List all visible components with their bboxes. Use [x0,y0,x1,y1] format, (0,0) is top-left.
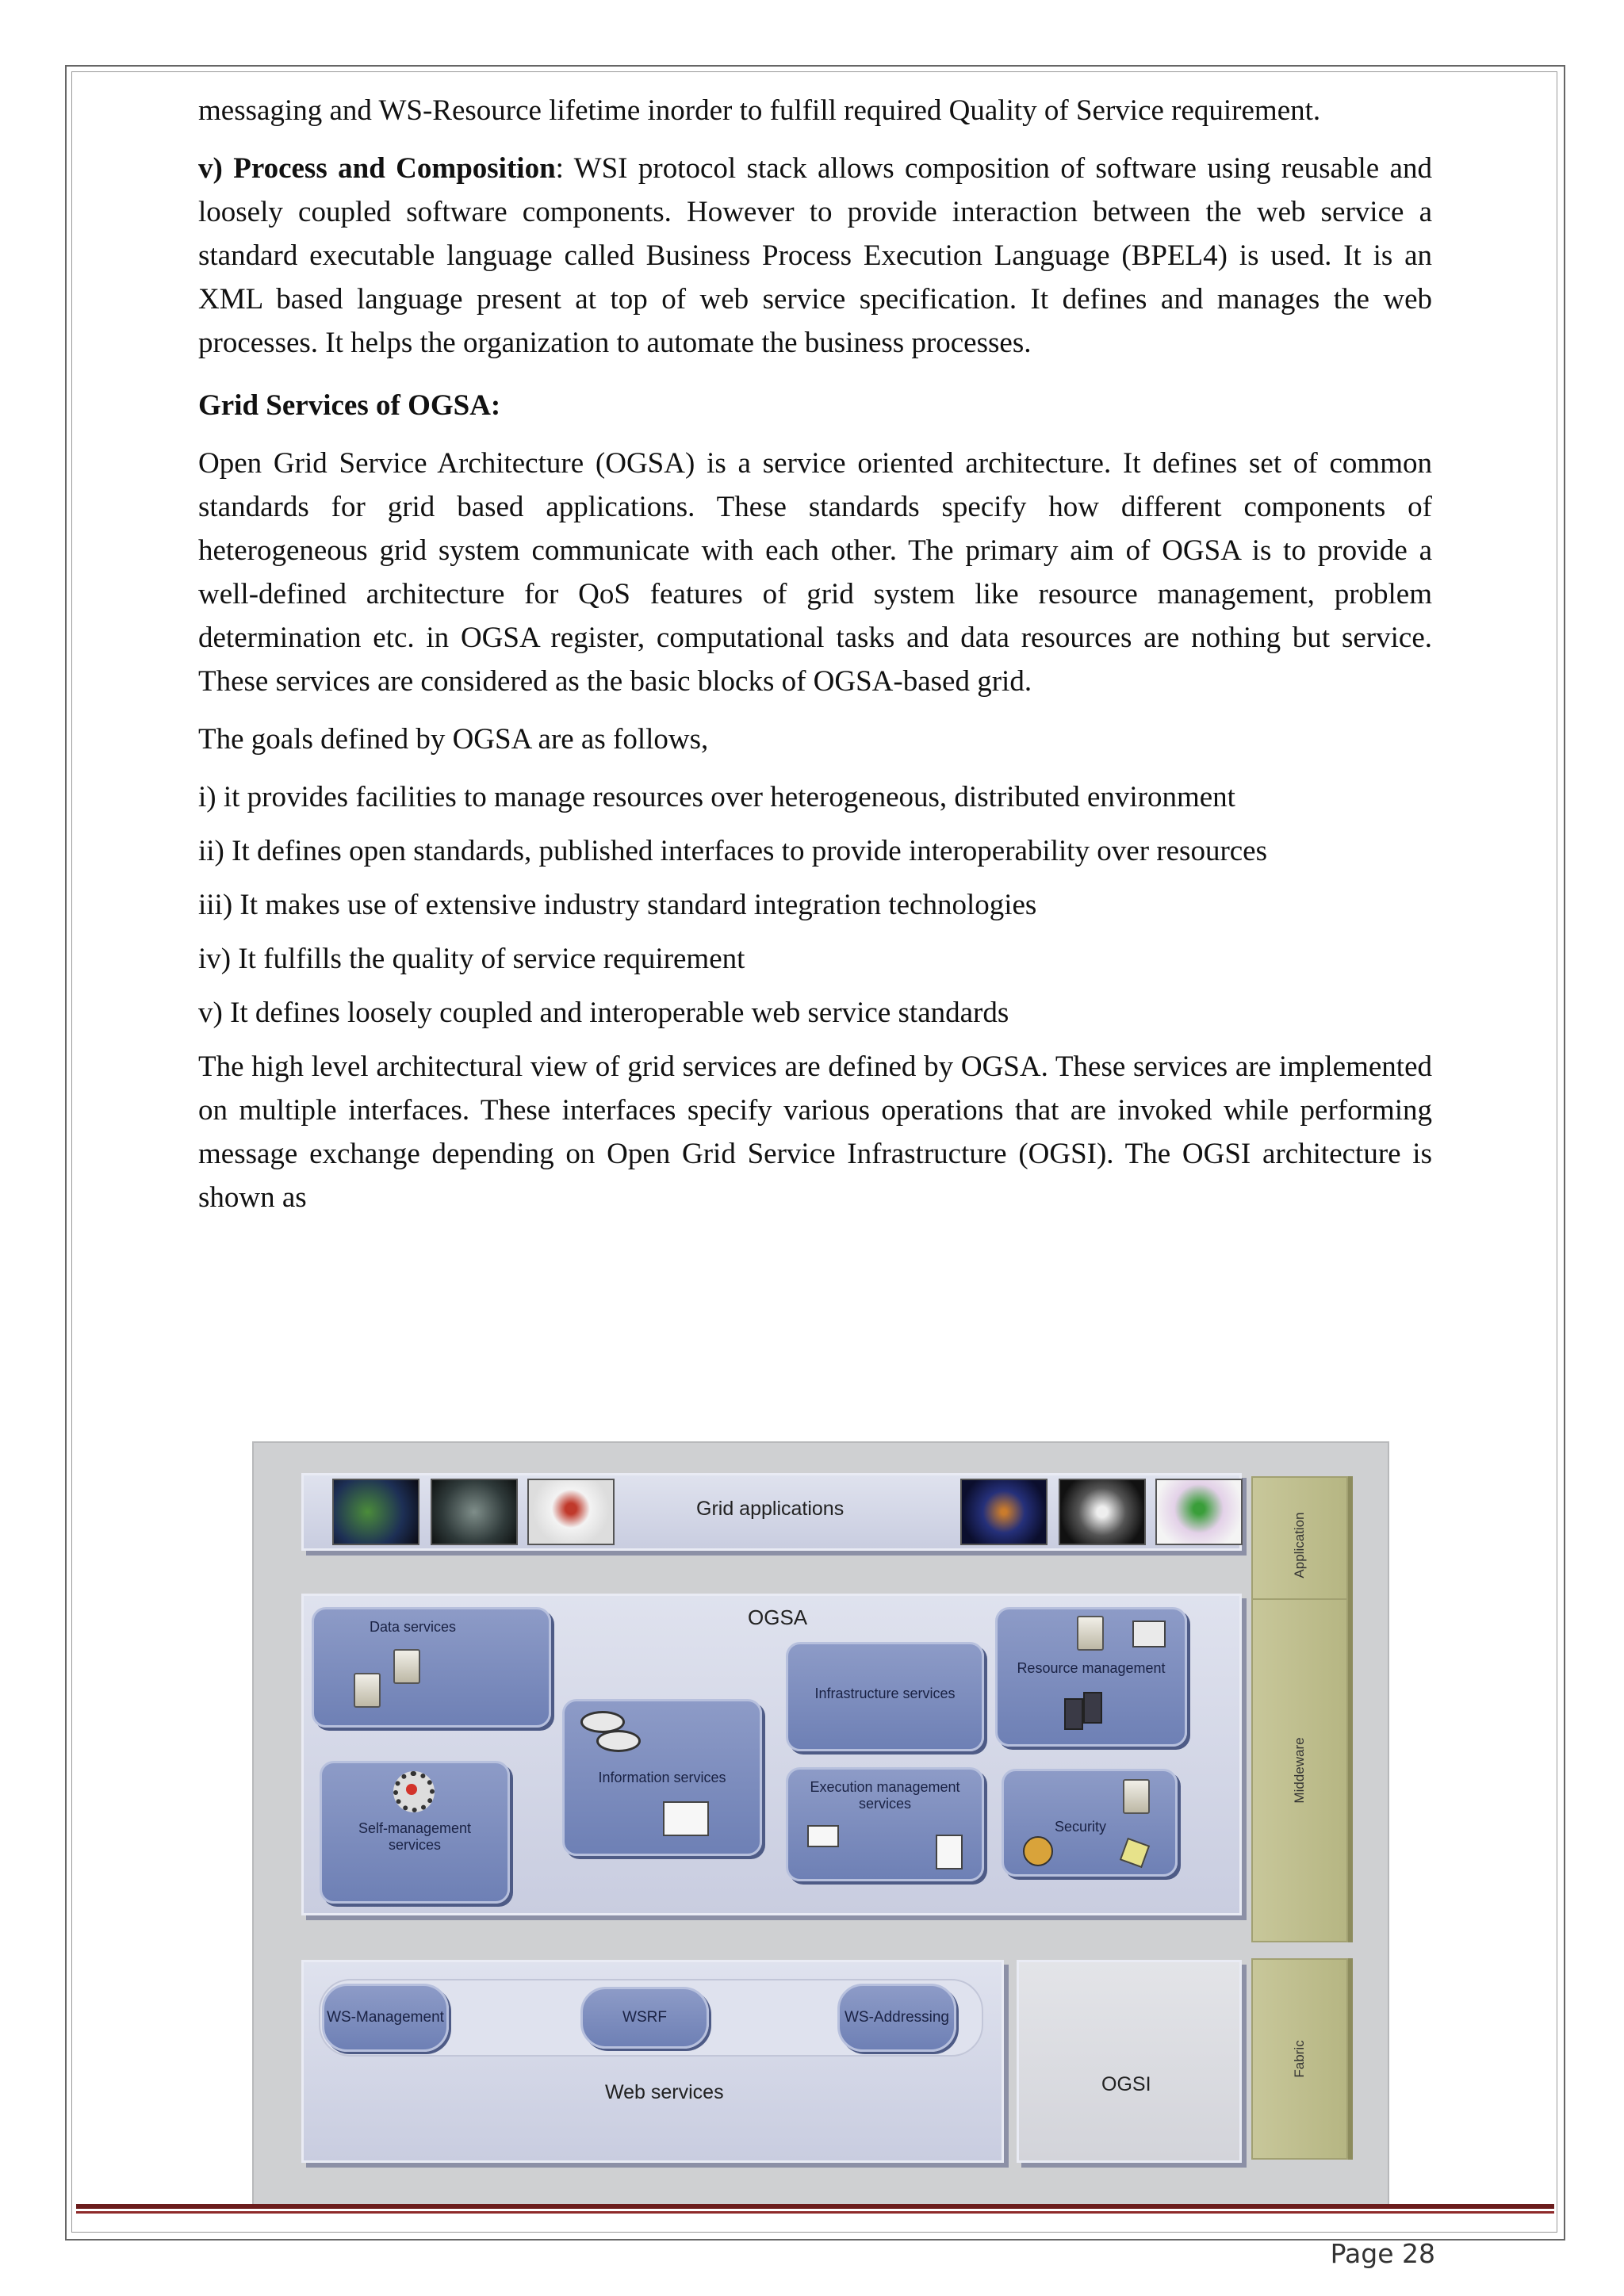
footer-rule [76,2204,1554,2209]
infrastructure-services-box [786,1642,984,1751]
paragraph-ws-resource: messaging and WS-Resource lifetime inorder to fulfill required Quality of Service requirement. [198,94,1321,127]
server-icon [354,1673,381,1708]
virus-image-icon [1155,1479,1243,1545]
ogsi-label: OGSI [1101,2073,1151,2095]
execution-management-box [786,1767,984,1881]
ws-management-pill: WS-Management [322,1984,449,2052]
section-heading: Grid Services of OGSA: [198,389,501,422]
window-icon [807,1825,839,1847]
goal-item: iii) It makes use of extensive industry standard integration technologies [198,889,1037,921]
document-icon [663,1801,709,1836]
ws-addressing-pill: WS-Addressing [837,1984,956,2052]
goal-item: i) it provides facilities to manage resources over heterogeneous, distributed environment [198,781,1235,813]
server-icon [393,1649,420,1684]
calendar-icon [936,1835,963,1869]
ogsa-label: OGSA [748,1605,808,1629]
paragraph-ogsa-intro: Open Grid Service Architecture (OGSA) is a service oriented architecture. It defines set of common standards for grid based applications. These standards specify how different components of heterogeneous grid system communicate with each other. The primary aim of OGSA is to provide a well-defined architecture for QoS features of grid system like resource management, problem determination etc. in OGSA register, computational tasks and data resources are nothing but service. These services are considered as the basic blocks of OGSA-based grid. [198,447,1432,698]
paragraph-ogsi: The high level architectural view of grid services are defined by OGSA. These services are implemented on multiple interfaces. These interfaces specify various operations that are invoked while performing message exchange depending on Open Grid Service Infrastructure (OGSI). The OGSI architecture is shown as [198,1050,1432,1214]
fabric-side-bar [1251,1958,1348,2160]
galaxy-image-icon [960,1479,1048,1545]
resource-management-box [995,1607,1187,1747]
server-icon [1123,1779,1150,1814]
fabric-side-label: Fabric [1292,2040,1307,2078]
web-services-label: Web services [605,2081,724,2103]
self-management-label: Self-management services [358,1820,472,1853]
goals-list [198,775,1432,1035]
gear-icon [393,1771,435,1812]
page-content [198,89,1432,1234]
data-services-box [312,1607,551,1728]
ogsa-layer [301,1594,1242,1915]
middleware-side-label: Middeware [1292,1737,1307,1804]
execution-management-label: Execution management services [810,1779,960,1812]
infrastructure-services-label: Infrastructure services [814,1686,956,1701]
footer-rule-thin [76,2211,1554,2214]
paragraph-goals-intro: The goals defined by OGSA are as follows, [198,723,709,756]
information-services-box [562,1699,762,1856]
process-composition-label: v) Process and Composition [198,152,556,185]
security-label: Security [1055,1819,1107,1835]
ogsi-architecture-figure [252,1441,1389,2206]
key-icon [1120,1838,1150,1868]
globe-image-icon [332,1479,419,1545]
database-icon [596,1730,641,1752]
goal-item: iv) It fulfills the quality of service requirement [198,943,745,975]
earth-image-icon [431,1479,518,1545]
wsrf-pill: WSRF [580,1987,709,2049]
page-number: Page 28 [1330,2238,1435,2269]
data-services-label: Data services [370,1619,457,1635]
grid-applications-layer [301,1473,1242,1551]
application-side-bar [1251,1476,1348,1614]
goal-item: v) It defines loosely coupled and interoperable web service standards [198,997,1009,1029]
information-services-label: Information services [598,1770,726,1785]
ogsi-layer [1017,1960,1242,2163]
middleware-side-bar [1251,1598,1348,1942]
particles-image-icon [1059,1479,1146,1545]
application-side-label: Application [1292,1512,1307,1578]
server-icon [1077,1616,1104,1651]
resource-management-label: Resource management [1017,1660,1166,1676]
process-composition-body: : WSI protocol stack allows composition of software using reusable and loosely coupled software components. However to provide interaction between the web service a standard executable language called Business Process Execution Language (BPEL4) is used. It is an XML based language present at top of web service specification. It defines and manages the web processes. It helps the organization to automate the business processes. [198,152,1432,359]
security-box [1002,1769,1178,1877]
grid-applications-label: Grid applications [696,1498,845,1520]
monitor-icon [1132,1621,1166,1647]
self-management-box [320,1761,510,1904]
storage-icon [1083,1692,1102,1724]
goal-item: ii) It defines open standards, published interfaces to provide interoperability over resources [198,835,1268,867]
molecule-image-icon [527,1479,615,1545]
paragraph-process-composition [198,147,1432,365]
storage-icon [1064,1698,1083,1730]
users-icon [1023,1836,1053,1866]
